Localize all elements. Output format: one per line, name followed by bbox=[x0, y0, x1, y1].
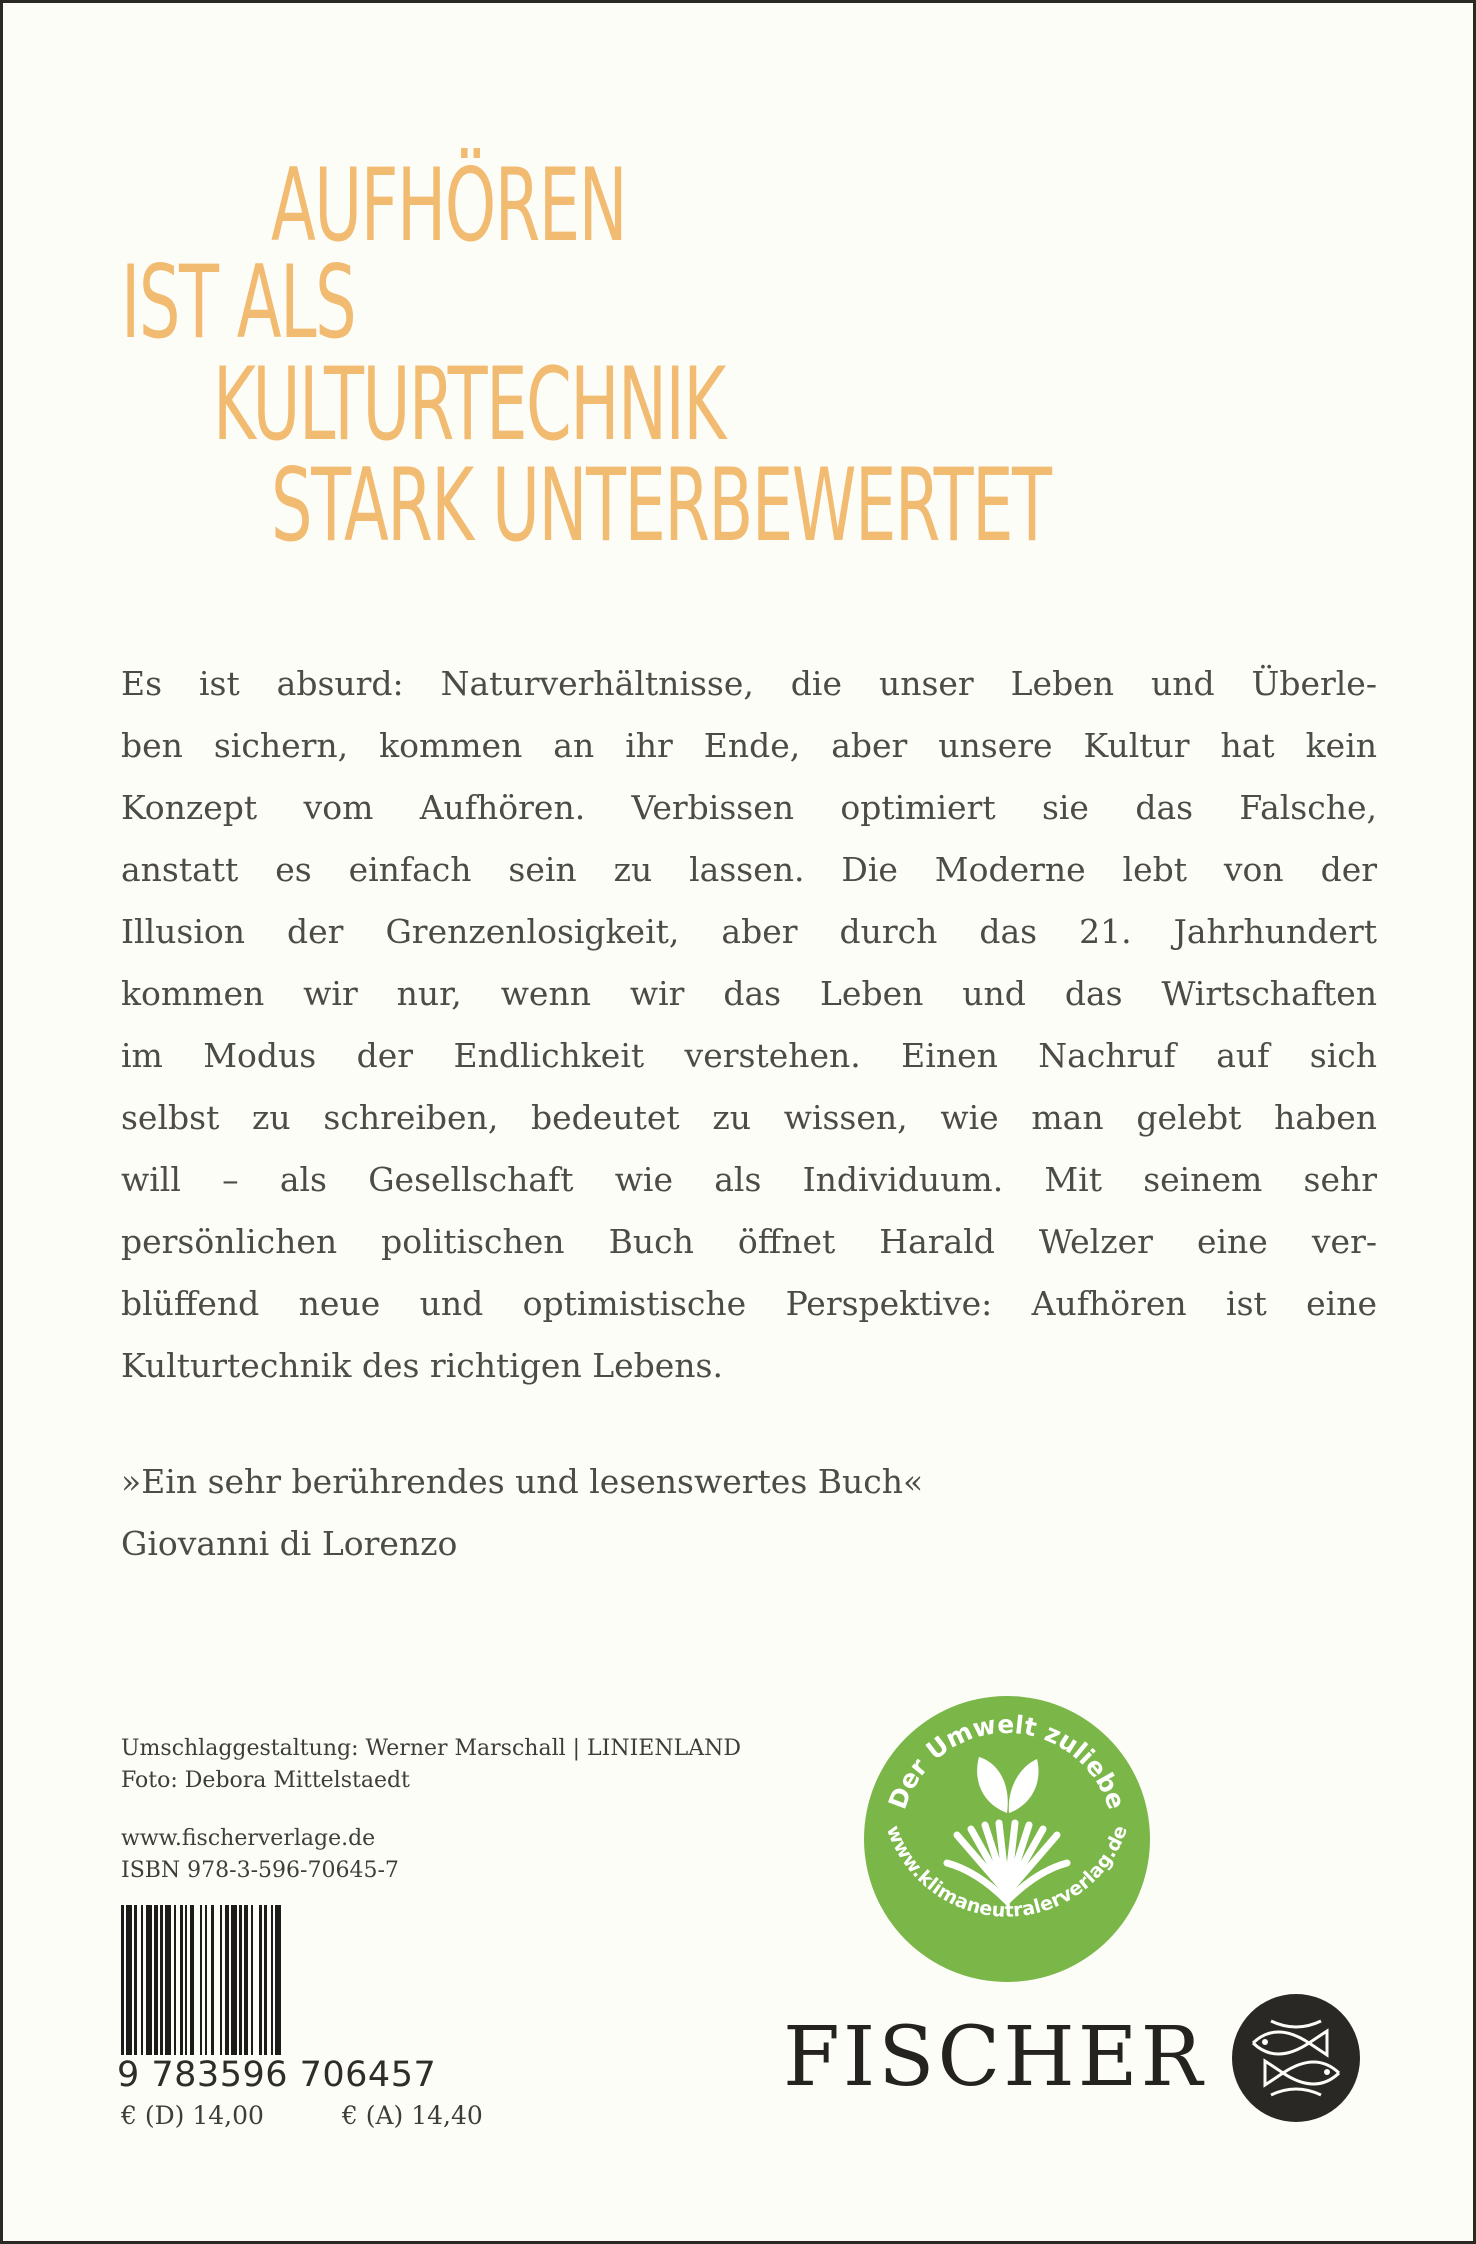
book-back-cover bbox=[3, 3, 1473, 2241]
barcode-bar bbox=[251, 1905, 253, 2055]
barcode-bar bbox=[264, 1905, 267, 2055]
blurb-line: anstatt es einfach sein zu lassen. Die Moderne lebt von der bbox=[121, 850, 1377, 889]
headline-line: IST ALS bbox=[121, 243, 356, 361]
price-germany: € (D) 14,00 bbox=[121, 2101, 264, 2130]
headline-line: KULTURTECHNIK bbox=[213, 345, 725, 463]
cover-design-credit: Umschlaggestaltung: Werner Marschall | LINIENLAND bbox=[121, 1736, 741, 1761]
barcode-bar bbox=[271, 1905, 273, 2055]
barcode-digits: 9 783596 706457 bbox=[117, 2055, 437, 2095]
blurb-line: ben sichern, kommen an ihr Ende, aber unsere Kultur hat kein bbox=[121, 726, 1377, 765]
quote-author: Giovanni di Lorenzo bbox=[121, 1524, 458, 1563]
barcode-bar bbox=[146, 1905, 152, 2055]
blurb-line: will – als Gesellschaft wie als Individuum. Mit seinem sehr bbox=[121, 1160, 1377, 1199]
blurb-line: selbst zu schreiben, bedeutet zu wissen, wie man gelebt haben bbox=[121, 1098, 1377, 1137]
blurb-line: persönlichen politischen Buch öffnet Harald Welzer eine ver- bbox=[121, 1222, 1377, 1261]
barcode-bar bbox=[160, 1905, 163, 2055]
quote-text: »Ein sehr berührendes und lesenswertes Buch« bbox=[121, 1462, 924, 1501]
barcode-bar bbox=[126, 1905, 132, 2055]
blurb-line: Es ist absurd: Naturverhältnisse, die unser Leben und Überle- bbox=[121, 664, 1377, 703]
blurb-line: Kulturtechnik des richtigen Lebens. bbox=[121, 1346, 723, 1385]
barcode-bar bbox=[220, 1905, 222, 2055]
barcode-bar bbox=[190, 1905, 194, 2055]
publisher-name: FISCHER bbox=[783, 2010, 1206, 2105]
fish-logo-icon bbox=[1231, 1993, 1361, 2123]
price-austria: € (A) 14,40 bbox=[341, 2101, 483, 2130]
barcode-bars bbox=[121, 1905, 421, 2055]
barcode-bar bbox=[141, 1905, 143, 2055]
badge-top-text: Der Umwelt zuliebe bbox=[882, 1709, 1132, 1813]
barcode-bar bbox=[225, 1905, 229, 2055]
blurb-line: Illusion der Grenzenlosigkeit, aber durch das 21. Jahrhundert bbox=[121, 912, 1377, 951]
photo-credit: Foto: Debora Mittelstaedt bbox=[121, 1768, 410, 1793]
barcode-bar bbox=[275, 1905, 281, 2055]
barcode-bar bbox=[244, 1905, 248, 2055]
barcode-bar bbox=[259, 1905, 262, 2055]
barcode-bar bbox=[134, 1905, 137, 2055]
blurb-line: blüffend neue und optimistische Perspektive: Aufhören ist eine bbox=[121, 1284, 1377, 1323]
blurb-line: Konzept vom Aufhören. Verbissen optimiert sie das Falsche, bbox=[121, 788, 1377, 827]
barcode-bar bbox=[154, 1905, 158, 2055]
barcode-bar bbox=[165, 1905, 171, 2055]
blurb-line: im Modus der Endlichkeit verstehen. Einen Nachruf auf sich bbox=[121, 1036, 1377, 1075]
price-block bbox=[121, 2101, 553, 2130]
publisher-website: www.fischerverlage.de bbox=[121, 1826, 376, 1851]
barcode-bar bbox=[231, 1905, 237, 2055]
barcode-bar bbox=[211, 1905, 214, 2055]
barcode-bar bbox=[185, 1905, 187, 2055]
barcode-bar bbox=[200, 1905, 202, 2055]
headline-line: AUFHÖREN bbox=[271, 146, 627, 264]
barcode-bar bbox=[180, 1905, 183, 2055]
credits-block bbox=[121, 1733, 741, 1887]
barcode-bar bbox=[239, 1905, 242, 2055]
barcode-bar bbox=[121, 1905, 124, 2055]
blurb-text bbox=[121, 653, 1377, 1397]
headline-line: STARK UNTERBEWERTET bbox=[271, 446, 1051, 564]
barcode-bar bbox=[205, 1905, 207, 2055]
badge-bottom-text: www.klimaneutralerverlag.de bbox=[881, 1822, 1133, 1922]
barcode bbox=[117, 1905, 437, 2095]
isbn: ISBN 978-3-596-70645-7 bbox=[121, 1858, 399, 1883]
blurb-line: kommen wir nur, wenn wir das Leben und das Wirtschaften bbox=[121, 974, 1377, 1013]
eco-badge bbox=[861, 1693, 1153, 1985]
barcode-bar bbox=[174, 1905, 176, 2055]
review-quote bbox=[121, 1451, 923, 1575]
